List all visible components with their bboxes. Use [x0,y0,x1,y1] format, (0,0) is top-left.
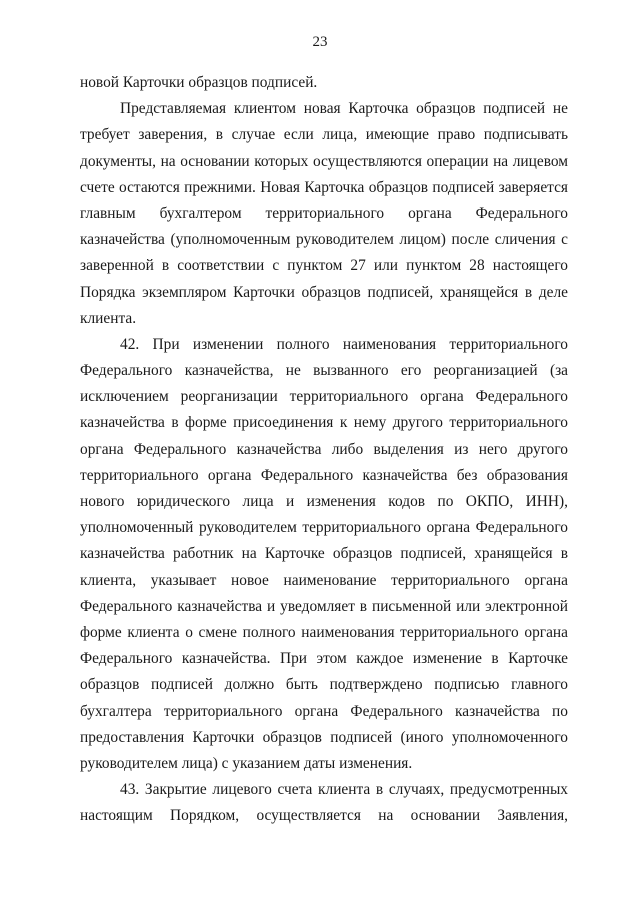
text-line: предоставления Карточки образцов подписей (иного уполномоченного [80,728,568,746]
text-line: клиента, указывает новое наименование территориального органа [80,571,568,589]
text-line: документы, на основании которых осуществляются операции на лицевом [80,152,568,170]
text-line: бухгалтера территориального органа Федерального казначейства по [80,702,568,720]
text-line: казначейства работник на Карточке образцов подписей, хранящейся в [80,545,568,563]
text-line: Федерального казначейства и уведомляет в письменной или электронной [80,597,568,615]
text-line: 43. Закрытие лицевого счета клиента в случаях, предусмотренных [120,781,568,799]
text-line: территориального органа Федерального казначейства без образования [80,466,568,484]
text-line: казначейства (уполномоченным руководителем лицом) после сличения с [80,231,568,249]
text-line: Представляемая клиентом новая Карточка образцов подписей не [120,100,568,118]
text-line: Федерального казначейства. При этом каждое изменение в Карточке [80,650,568,668]
text-line: форме клиента о смене полного наименования территориального органа [80,623,568,641]
document-body [80,70,568,829]
text-line: руководителем лица) с указанием даты изменения. [80,754,413,772]
text-line: Порядка экземпляром Карточки образцов подписей, хранящейся в деле [80,283,568,301]
text-line: требует заверения, в случае если лица, имеющие право подписывать [80,126,568,144]
text-line: казначейства в форме присоединения к нему другого территориального [80,414,568,432]
text-line: настоящим Порядком, осуществляется на основании Заявления, [80,807,568,825]
text-line: Федерального казначейства, не вызванного его реорганизацией (за [80,362,568,380]
text-line: нового юридического лица и изменения кодов по ОКПО, ИНН), [80,493,568,510]
page-number: 23 [312,34,328,50]
text-line: уполномоченный руководителем территориального органа Федерального [80,519,568,537]
text-line: заверенной в соответствии с пунктом 27 или пунктом 28 настоящего [80,257,568,275]
text-line: клиента. [80,309,137,327]
text-line: 42. При изменении полного наименования территориального [120,335,568,353]
text-line: главным бухгалтером территориального органа Федерального [80,204,568,222]
text-line: исключением реорганизации территориального органа Федерального [80,388,568,406]
text-line: новой Карточки образцов подписей. [80,74,318,91]
text-line: счете остаются прежними. Новая Карточка образцов подписей заверяется [80,178,568,196]
text-line: образцов подписей должно быть подтверждено подписью главного [80,676,568,694]
text-line: органа Федерального казначейства либо выделения из него другого [80,440,568,458]
